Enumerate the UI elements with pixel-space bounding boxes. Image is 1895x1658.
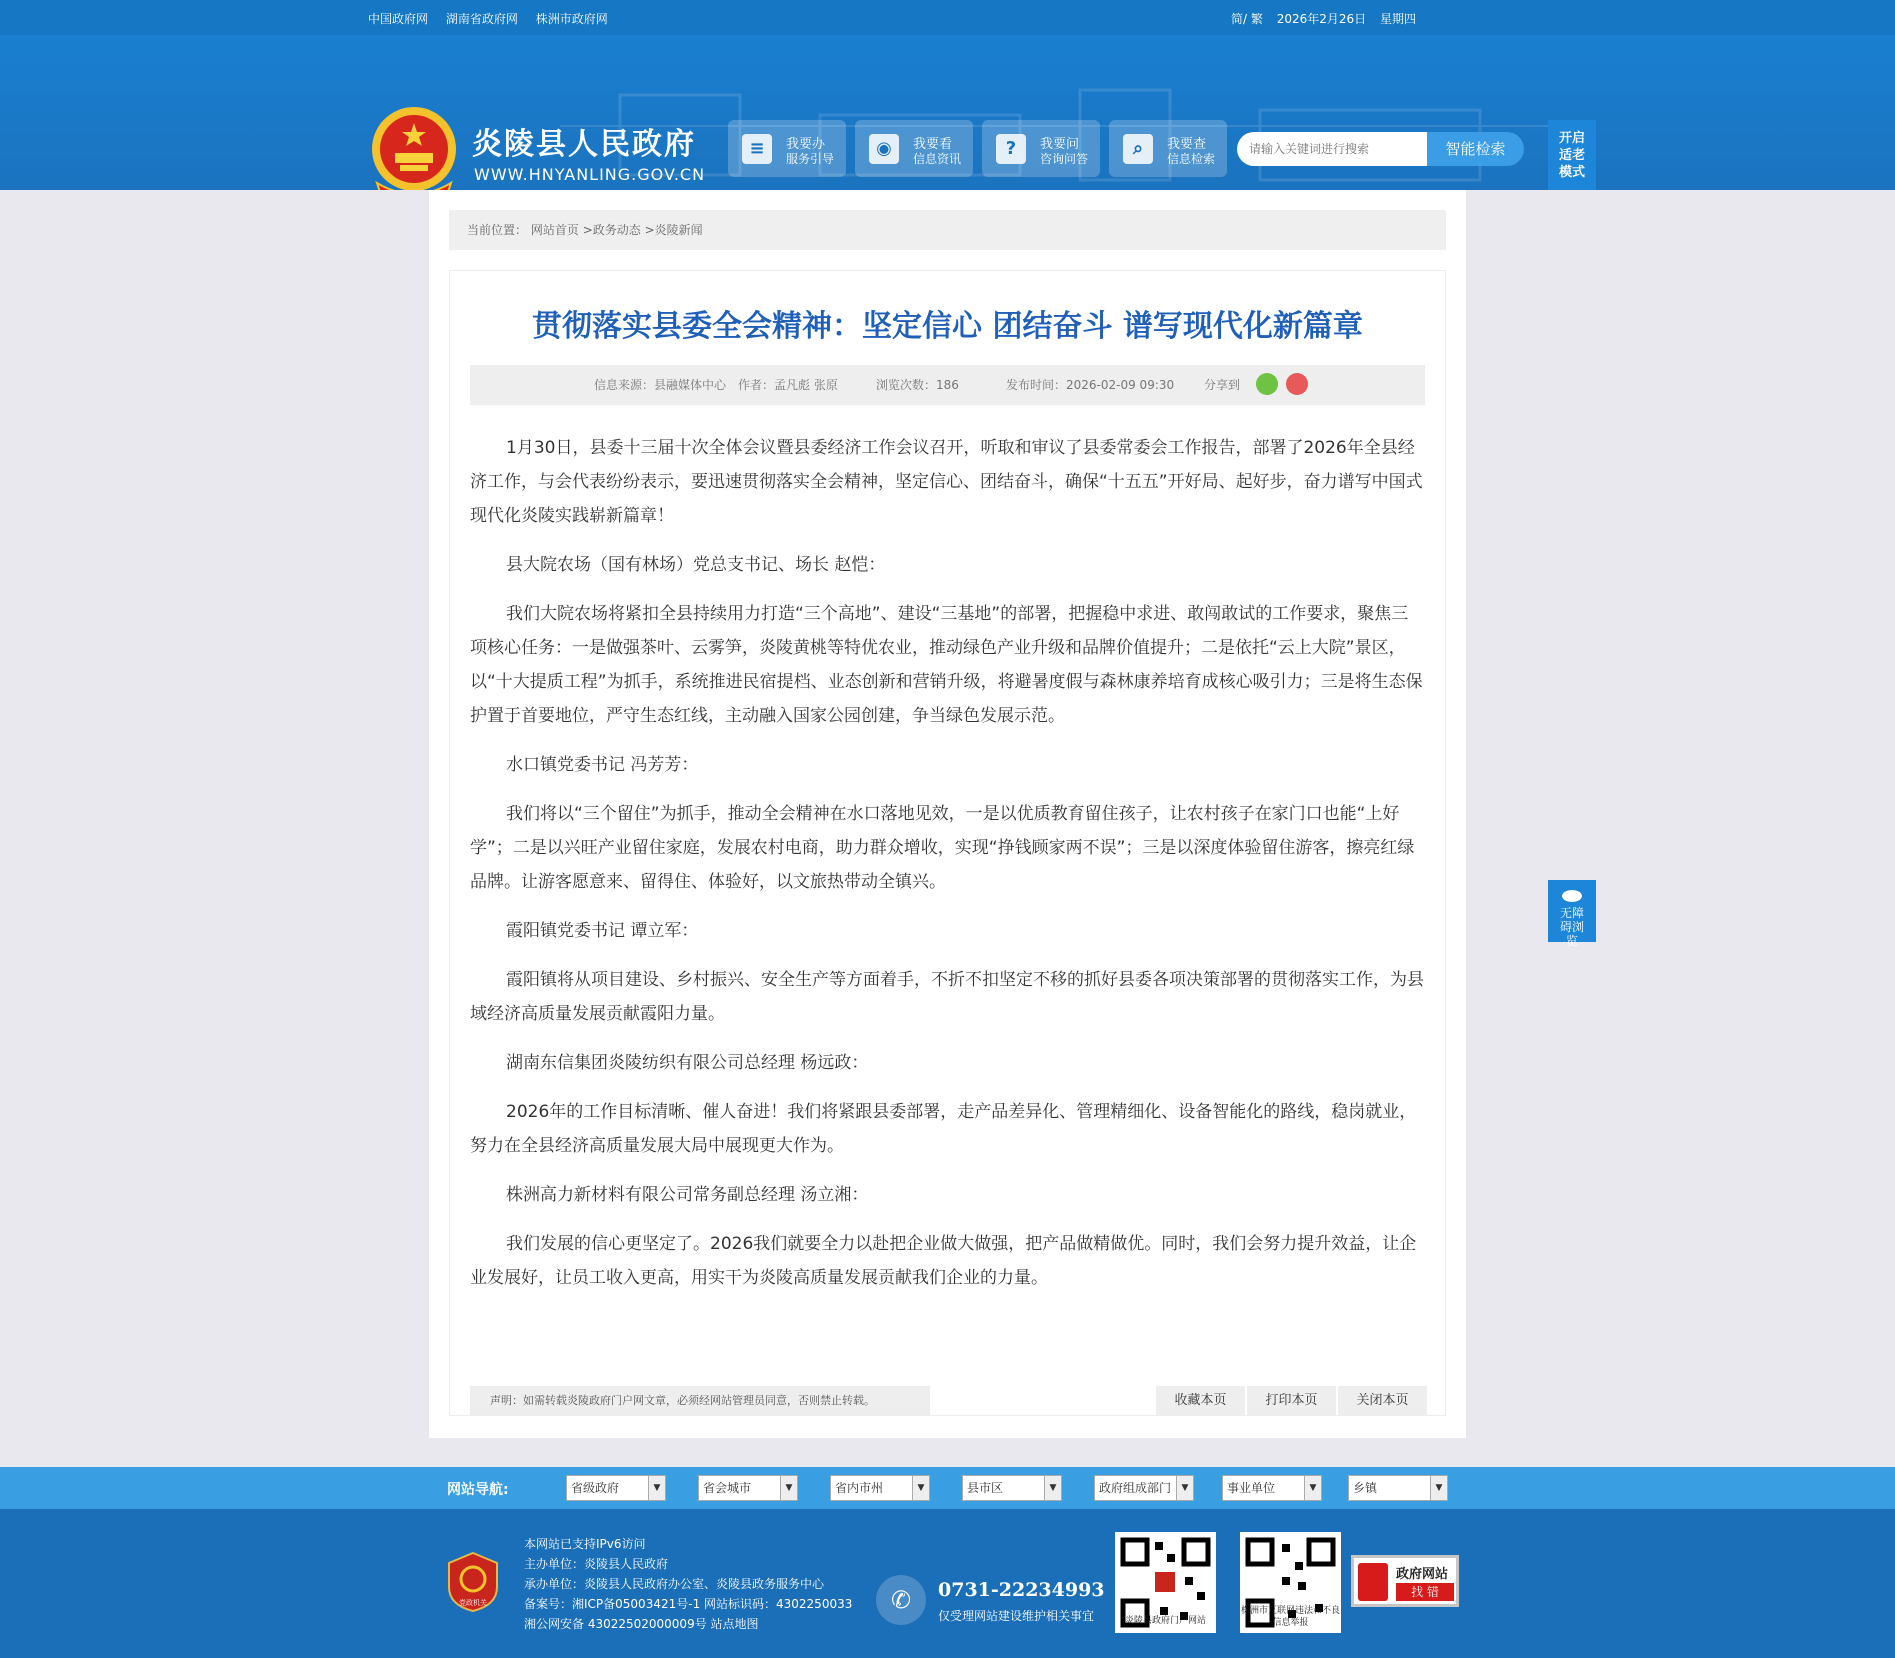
select-township[interactable] xyxy=(1348,1475,1448,1501)
select-capital-city[interactable] xyxy=(698,1475,798,1501)
top-bar xyxy=(0,0,1895,35)
select-county[interactable] xyxy=(962,1475,1062,1501)
quick-info-button[interactable] xyxy=(855,120,973,177)
gov-site-find-error-button[interactable] xyxy=(1351,1555,1459,1607)
breadcrumb-news[interactable]: >政务动态 xyxy=(582,223,641,237)
findbug-title: 政府网站 xyxy=(1396,1567,1449,1582)
date-text: 2026年2月26日 xyxy=(1276,12,1367,26)
select-value: 县市区 xyxy=(967,1481,1004,1495)
police-record[interactable]: 湘公网安备 43022502000009号 站点地图 xyxy=(524,1617,759,1631)
article-published: 发布时间：2026-02-09 09:30 xyxy=(1006,378,1175,392)
article-meta xyxy=(470,365,1425,405)
select-public-institution[interactable] xyxy=(1222,1475,1322,1501)
select-gov-department[interactable] xyxy=(1094,1475,1194,1501)
wechat-share-icon[interactable] xyxy=(1256,373,1278,395)
breadcrumb xyxy=(449,210,1446,250)
quick-sublabel: 咨询问答 xyxy=(1040,152,1089,166)
header xyxy=(0,35,1895,190)
accessibility-button[interactable] xyxy=(1548,880,1596,948)
quick-sublabel: 信息检索 xyxy=(1167,152,1216,166)
chevron-down-icon: ▼ xyxy=(1176,1476,1193,1500)
site-url: WWW.HNYANLING.GOV.CN xyxy=(474,165,706,184)
article-title: 贯彻落实县委全会精神：坚定信心 团结奋斗 谱写现代化新篇章 xyxy=(532,309,1363,344)
ipv6-note: 本网站已支持IPv6访问 xyxy=(524,1537,646,1551)
bookmark-page-button[interactable]: 收藏本页 xyxy=(1156,1386,1245,1415)
search-icon: ⌕ xyxy=(1123,134,1153,164)
chevron-down-icon: ▼ xyxy=(648,1476,665,1500)
paragraph: 县大院农场（国有林场）党总支书记、场长 赵恺： xyxy=(506,555,886,575)
site-nav-label: 网站导航: xyxy=(447,1482,509,1498)
select-value: 省会城市 xyxy=(703,1481,752,1495)
qr2-caption: 株洲市互联网违法和不良信息举报 xyxy=(1240,1606,1340,1628)
sponsor: 主办单位：炎陵县人民政府 xyxy=(524,1557,669,1571)
paragraph: 2026年的工作目标清晰、催人奋进！我们将紧跟县委部署，走产品差异化、管理精细化、设备智能化的路线，稳岗就业，努力在全县经济高质量发展大局中展现更大作为。 xyxy=(470,1102,1417,1156)
chevron-down-icon: ▼ xyxy=(912,1476,929,1500)
svg-text:党政机关: 党政机关 xyxy=(459,1599,487,1607)
lang-switch[interactable]: 简/ 繁 xyxy=(1231,12,1263,26)
party-government-badge-icon[interactable] xyxy=(447,1551,499,1613)
organizer: 承办单位：炎陵县人民政府办公室、炎陵县政务服务中心 xyxy=(524,1577,825,1591)
accessibility-label: 无障碍浏览 xyxy=(1559,906,1584,948)
paragraph: 株洲高力新材料有限公司常务副总经理 汤立湘： xyxy=(506,1185,869,1205)
share-label: 分享到 xyxy=(1204,378,1241,392)
hotline-note: 仅受理网站建设维护相关事宜 xyxy=(938,1609,1095,1623)
eye-icon: ◉ xyxy=(869,134,899,164)
declaration-text: 声明：如需转载炎陵政府门户网文章，必须经网站管理员同意，否则禁止转载。 xyxy=(490,1394,875,1407)
link-gov-cn[interactable]: 中国政府网 xyxy=(368,12,429,26)
article-source: 信息来源：县融媒体中心 xyxy=(594,378,727,392)
phone-icon: ✆ xyxy=(876,1575,926,1625)
top-right xyxy=(1231,10,1426,27)
quick-label: 我要查 xyxy=(1167,137,1207,152)
print-page-button[interactable]: 打印本页 xyxy=(1247,1386,1336,1415)
link-zhuzhou-gov[interactable]: 株洲市政府网 xyxy=(535,12,608,26)
quick-sublabel: 服务引导 xyxy=(786,152,835,166)
magnifier-icon xyxy=(1358,1563,1388,1601)
smart-search-button[interactable]: 智能检索 xyxy=(1427,132,1524,166)
main-content xyxy=(429,190,1466,1438)
paragraph: 我们大院农场将紧扣全县持续用力打造“三个高地”、建设“三基地”的部署，把握稳中求进、敢闯敢试的工作要求，聚焦三项核心任务：一是做强茶叶、云雾笋，炎陵黄桃等特优农业，推动绿色产业升级和品牌价值提升；二是依托“云上大院”景区，以“十大提质工程”为抓手，系统推进民宿提档、业态创新和营销升级，将避暑度假与森林康养培育成核心吸引力；三是将生态保护置于首要地位，严守生态红线，主动融入国家公园创建，争当绿色发展示范。 xyxy=(470,604,1423,726)
breadcrumb-home[interactable]: 网站首页 xyxy=(530,223,579,237)
search-box xyxy=(1237,132,1524,166)
quick-question-button[interactable] xyxy=(982,120,1100,177)
paragraph: 湖南东信集团炎陵纺织有限公司总经理 杨远政： xyxy=(506,1053,869,1073)
national-emblem-icon xyxy=(367,105,461,190)
paragraph: 我们将以“三个留住”为抓手，推动全会精神在水口落地见效，一是以优质教育留住孩子，让农村孩子在家门口也能“上好学”；二是以兴旺产业留住家庭，发展农村电商，助力群众增收，实现“挣钱顾家两不误”；三是以深度体验留住游客，擦亮红绿品牌。让游客愿意来、留得住、体验好，以文旅热带动全镇兴。 xyxy=(470,804,1415,892)
question-icon: ? xyxy=(996,134,1026,164)
site-navigation xyxy=(0,1467,1895,1509)
hotline-number: 0731-22234993 xyxy=(938,1579,1105,1601)
close-page-button[interactable]: 关闭本页 xyxy=(1338,1386,1427,1415)
elder-mode-toggle[interactable] xyxy=(1548,120,1596,190)
top-links xyxy=(368,10,622,27)
paragraph: 霞阳镇党委书记 谭立军： xyxy=(506,921,699,941)
reprint-declaration xyxy=(470,1386,930,1415)
select-prefecture[interactable] xyxy=(830,1475,930,1501)
quick-label: 我要问 xyxy=(1040,137,1080,152)
paragraph: 水口镇党委书记 冯芳芳： xyxy=(506,755,699,775)
quick-sublabel: 信息资讯 xyxy=(913,152,962,166)
footer xyxy=(0,1509,1895,1658)
link-hunan-gov[interactable]: 湖南省政府网 xyxy=(445,12,518,26)
chevron-down-icon: ▼ xyxy=(780,1476,797,1500)
site-title[interactable]: 炎陵县人民政府 xyxy=(472,127,696,162)
quick-label: 我要办 xyxy=(786,137,826,152)
paragraph: 霞阳镇将从项目建设、乡村振兴、安全生产等方面着手，不折不扣坚定不移的抓好县委各项决策部署的贯彻落实工作，为县域经济高质量发展贡献霞阳力量。 xyxy=(470,970,1424,1024)
article-body xyxy=(470,431,1425,1310)
breadcrumb-yanling-news[interactable]: >炎陵新闻 xyxy=(644,223,703,237)
select-province-gov[interactable] xyxy=(566,1475,666,1501)
document-icon: ≡ xyxy=(742,134,772,164)
article-author: 作者：孟凡彪 张原 xyxy=(738,378,838,392)
chevron-down-icon: ▼ xyxy=(1044,1476,1061,1500)
weekday-text: 星期四 xyxy=(1379,12,1416,26)
qr1-caption: 炎陵县政府门户网站 xyxy=(1124,1616,1206,1626)
select-value: 事业单位 xyxy=(1227,1481,1276,1495)
select-value: 省级政府 xyxy=(571,1481,620,1495)
eye-icon xyxy=(1562,890,1582,902)
elder-mode-label: 开启适老模式 xyxy=(1558,131,1585,180)
chevron-down-icon: ▼ xyxy=(1304,1476,1321,1500)
quick-label: 我要看 xyxy=(913,137,953,152)
article-views: 浏览次数：186 xyxy=(876,378,959,392)
select-value: 政府组成部门 xyxy=(1099,1481,1172,1495)
weibo-share-icon[interactable] xyxy=(1286,373,1308,395)
article xyxy=(449,270,1446,1416)
findbug-label: 找 错 xyxy=(1396,1583,1454,1601)
paragraph: 我们发展的信心更坚定了。2026我们就要全力以赴把企业做大做强，把产品做精做优。同时，我们会努力提升效益，让企业发展好，让员工收入更高，用实干为炎陵高质量发展贡献我们企业的力量。 xyxy=(470,1234,1417,1288)
quick-service-guide-button[interactable] xyxy=(728,120,846,177)
select-value: 乡镇 xyxy=(1353,1481,1378,1495)
icp-record[interactable]: 备案号：湘ICP备05003421号-1 网站标识码：4302250033 xyxy=(524,1597,853,1611)
page-tools xyxy=(1154,1386,1427,1415)
paragraph: 1月30日，县委十三届十次全体会议暨县委经济工作会议召开，听取和审议了县委常委会工作报告，部署了2026年全县经济工作，与会代表纷纷表示，要迅速贯彻落实全会精神，坚定信心、团结奋斗，确保“十五五”开好局、起好步，奋力谱写中国式现代化炎陵实践崭新篇章！ xyxy=(470,438,1423,526)
search-input[interactable] xyxy=(1237,132,1427,166)
footer-info xyxy=(524,1534,852,1634)
chevron-down-icon: ▼ xyxy=(1430,1476,1447,1500)
breadcrumb-label: 当前位置： xyxy=(467,223,528,237)
quick-search-button[interactable] xyxy=(1109,120,1227,177)
select-value: 省内市州 xyxy=(835,1481,884,1495)
